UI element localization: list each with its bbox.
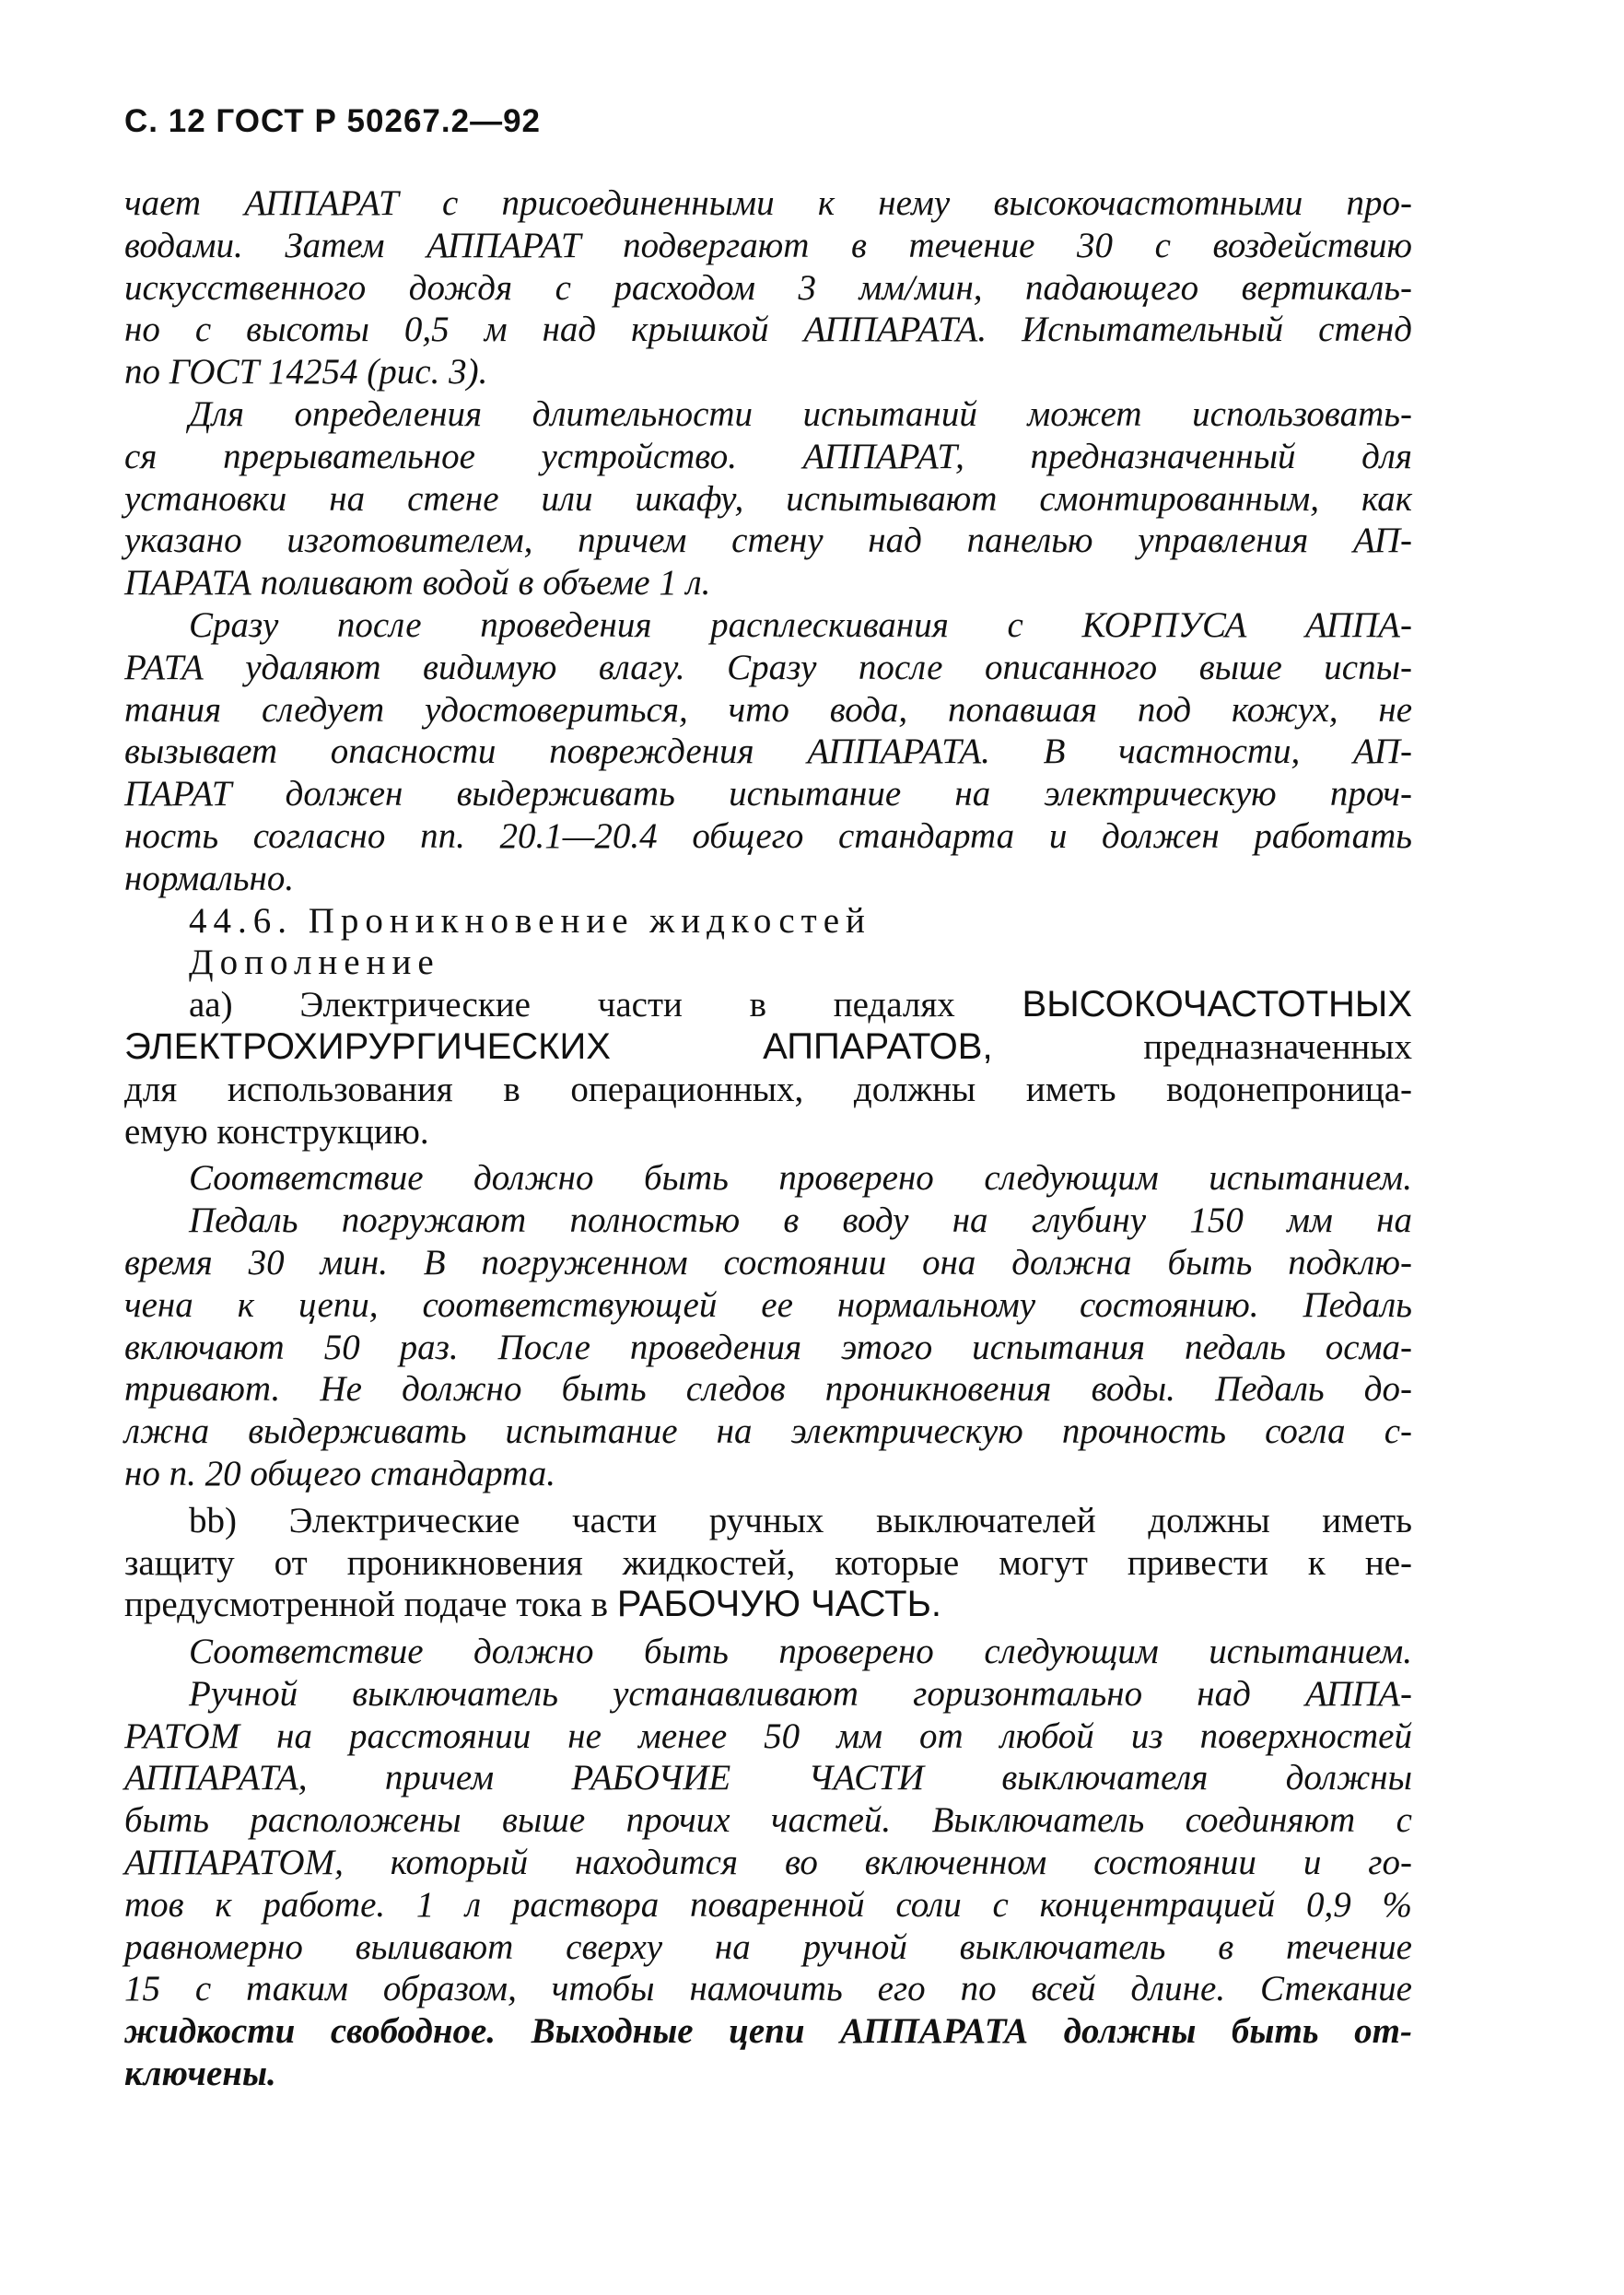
text-line: ключены. xyxy=(124,2054,276,2094)
text-line: 15 с таким образом, чтобы намочить его по всей длине. Стекание xyxy=(124,1969,1412,2009)
caps-term: ВЫСОКОЧАСТОТНЫХ xyxy=(1022,984,1413,1025)
text-line xyxy=(124,1584,1412,1626)
text-line: bb) Электрические части ручных выключателей должны иметь xyxy=(189,1500,1412,1540)
text-line: включают 50 раз. После проведения этого испытания педаль осма- xyxy=(124,1327,1412,1367)
text-line: быть расположены выше прочих частей. Выключатель соединяют с xyxy=(124,1800,1412,1841)
text-line: жидкости свободное. Выходные цепи АППАРАТА должны быть от- xyxy=(124,2011,1412,2052)
text-line: Ручной выключатель устанавливают горизонтально над АППА- xyxy=(189,1673,1412,1714)
page-header: С. 12 ГОСТ Р 50267.2—92 xyxy=(124,103,542,139)
compliance-line: Соответствие должно быть проверено следующим испытанием. xyxy=(189,1158,1412,1199)
text-line: АППАРАТОМ, который находится во включенном состоянии и го- xyxy=(124,1843,1412,1883)
text-line: тания следует удостовериться, что вода, попавшая под кожух, не xyxy=(124,689,1412,730)
text-line: для использования в операционных, должны иметь водонепроница- xyxy=(124,1069,1412,1109)
text-line: ПАРАТА поливают водой в объеме 1 л. xyxy=(124,563,711,603)
text-line: вызывает опасности повреждения АППАРАТА. В частности, АП- xyxy=(124,732,1412,772)
text-run: аа) Электрические части в педалях xyxy=(189,985,955,1025)
text-line: ПАРАТ должен выдерживать испытание на электрическую проч- xyxy=(124,774,1412,814)
text-run: предусмотренной подаче тока в xyxy=(124,1585,609,1625)
caps-term: РАБОЧУЮ ЧАСТЬ. xyxy=(616,1584,941,1625)
compliance-line: Соответствие должно быть проверено следующим испытанием. xyxy=(189,1632,1412,1672)
text-line xyxy=(124,984,1412,1026)
text-line: но с высоты 0,5 м над крышкой АППАРАТА. Испытательный стенд xyxy=(124,310,1412,350)
text-line: тов к работе. 1 л раствора поваренной соли с концентрацией 0,9 % xyxy=(124,1884,1412,1925)
text-run: предназначенных xyxy=(1143,1026,1413,1067)
text-line: Для определения длительности испытаний может использовать- xyxy=(189,393,1412,434)
text-line: РАТА удаляют видимую влагу. Сразу после описанного выше испы- xyxy=(124,647,1412,687)
text-line: установки на стене или шкафу, испытывают смонтированным, как xyxy=(124,478,1412,519)
document-body xyxy=(124,182,1412,2095)
text-line: тривают. Не должно быть следов проникновения воды. Педаль до- xyxy=(124,1369,1412,1410)
text-line: защиту от проникновения жидкостей, которые могут привести к не- xyxy=(124,1542,1412,1583)
text-line: РАТОМ на расстоянии не менее 50 мм от любой из поверхностей xyxy=(124,1715,1412,1756)
text-line: по ГОСТ 14254 (рис. 3). xyxy=(124,352,488,392)
text-line: указано изготовителем, причем стену над панелью управления АП- xyxy=(124,521,1412,561)
text-line: ность согласно пп. 20.1—20.4 общего стандарта и должен работать xyxy=(124,815,1412,856)
caps-term: ЭЛЕКТРОХИРУРГИЧЕСКИХ АППАРАТОВ, xyxy=(124,1025,993,1067)
text-line: чает АППАРАТ с присоединенными к нему высокочастотными про- xyxy=(124,183,1412,223)
text-line: Педаль погружают полностью в воду на глубину 150 мм на xyxy=(189,1200,1412,1241)
text-line: нормально. xyxy=(124,858,295,898)
text-line: ся прерывательное устройство. АППАРАТ, предназначенный для xyxy=(124,436,1412,476)
text-line: водами. Затем АППАРАТ подвергают в течение 30 с воздействию xyxy=(124,225,1412,265)
text-line: АППАРАТА, причем РАБОЧИЕ ЧАСТИ выключателя должны xyxy=(124,1758,1412,1798)
text-line: искусственного дождя с расходом 3 мм/мин, падающего вертикаль- xyxy=(124,267,1412,308)
text-line xyxy=(124,1026,1412,1069)
text-line: но п. 20 общего стандарта. xyxy=(124,1453,556,1493)
text-line: лжна выдерживать испытание на электрическую прочность согла с- xyxy=(124,1411,1412,1452)
text-line: емую конструкцию. xyxy=(124,1111,429,1152)
text-line: чена к цепи, соответствующей ее нормальному состоянию. Педаль xyxy=(124,1284,1412,1325)
addition-heading: Дополнение xyxy=(189,943,440,983)
text-line: равномерно выливают сверху на ручной выключатель в течение xyxy=(124,1926,1412,1967)
text-line: время 30 мин. В погруженном состоянии она должна быть подклю- xyxy=(124,1242,1412,1282)
text-line: Сразу после проведения расплескивания с КОРПУСА АППА- xyxy=(189,604,1412,645)
section-heading: 44.6. Проникновение жидкостей xyxy=(189,900,871,941)
